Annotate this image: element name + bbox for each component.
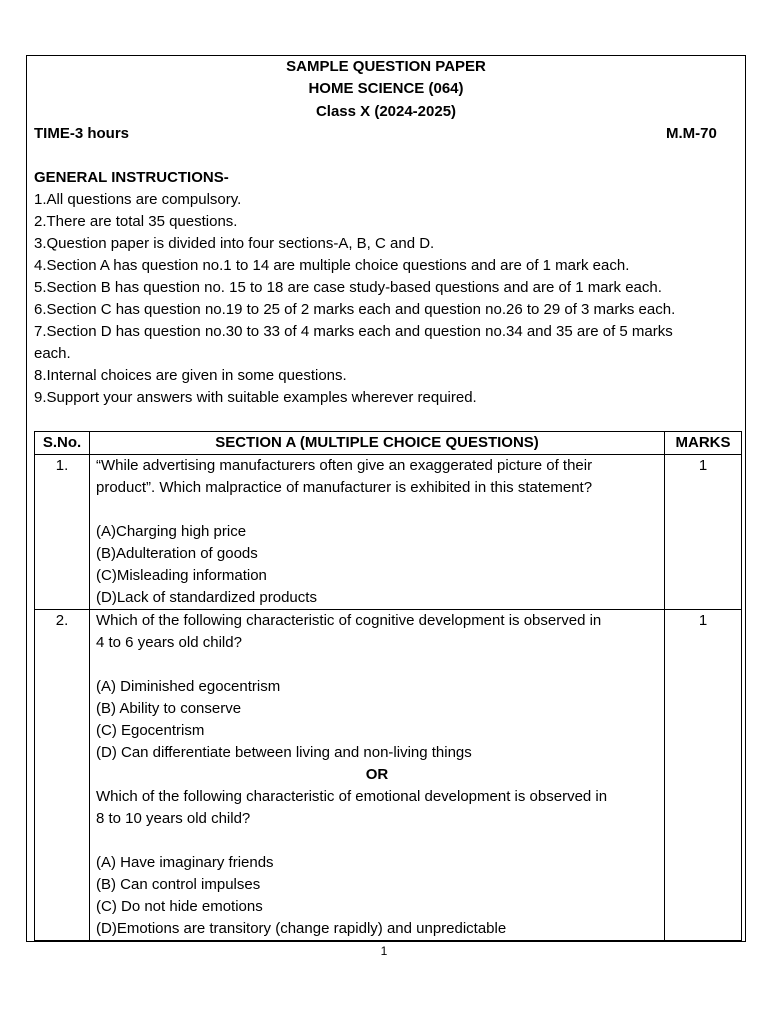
instruction-item: 7.Section D has question no.30 to 33 of 4 marks each and question no.34 and 35 are of 5 marks [34,323,673,340]
paper-class-year: Class X (2024-2025) [315,103,457,120]
instruction-item: 8.Internal choices are given in some questions. [34,367,347,384]
question-cell [90,455,665,610]
max-marks: M.M-70 [666,125,717,142]
alternate-question-text: Which of the following characteristic of emotional development is observed in [96,788,608,805]
option: (D)Emotions are transitory (change rapidly) and unpredictable [96,920,507,937]
instruction-item: each. [34,345,71,362]
question-text: “While advertising manufacturers often give an exaggerated picture of their [96,457,593,474]
question-text: product”. Which malpractice of manufacturer is exhibited in this statement? [96,479,593,496]
time-allowed: TIME-3 hours [34,125,130,142]
option: (B) Can control impulses [96,876,261,893]
option: (C) Egocentrism [96,722,205,739]
or-separator: OR [365,766,389,783]
question-table [34,431,742,941]
question-marks: 1 [665,610,742,941]
page-number: 1 [380,944,388,958]
instruction-item: 3.Question paper is divided into four sections-A, B, C and D. [34,235,435,252]
paper-title: SAMPLE QUESTION PAPER [286,58,486,75]
question-number: 1. [35,455,90,610]
column-header-sno: S.No. [35,432,90,455]
question-text: 4 to 6 years old child? [96,634,242,651]
table-header-row [35,432,742,455]
question-text: Which of the following characteristic of cognitive development is observed in [96,612,602,629]
option: (D)Lack of standardized products [96,589,317,606]
option: (C) Do not hide emotions [96,898,263,915]
option: (A) Diminished egocentrism [96,678,281,695]
question-marks: 1 [665,455,742,610]
alternate-question-text: 8 to 10 years old child? [96,810,251,827]
table-row [35,610,742,941]
option: (B) Ability to conserve [96,700,242,717]
table-row [35,455,742,610]
instruction-item: 1.All questions are compulsory. [34,191,242,208]
column-header-section: SECTION A (MULTIPLE CHOICE QUESTIONS) [90,432,665,455]
option: (D) Can differentiate between living and non-living things [96,744,472,761]
instruction-item: 2.There are total 35 questions. [34,213,238,230]
instruction-item: 9.Support your answers with suitable examples wherever required. [34,389,477,406]
option: (A) Have imaginary friends [96,854,274,871]
instruction-item: 4.Section A has question no.1 to 14 are multiple choice questions and are of 1 mark each. [34,257,630,274]
column-header-marks: MARKS [665,432,742,455]
instruction-item: 5.Section B has question no. 15 to 18 are case study-based questions and are of 1 mark each. [34,279,662,296]
option: (A)Charging high price [96,523,247,540]
instruction-item: 6.Section C has question no.19 to 25 of 2 marks each and question no.26 to 29 of 3 marks each. [34,301,676,318]
question-number: 2. [35,610,90,941]
question-cell [90,610,665,941]
paper-subject: HOME SCIENCE (064) [308,80,464,97]
option: (B)Adulteration of goods [96,545,258,562]
option: (C)Misleading information [96,567,267,584]
instructions-heading: GENERAL INSTRUCTIONS- [34,169,229,186]
